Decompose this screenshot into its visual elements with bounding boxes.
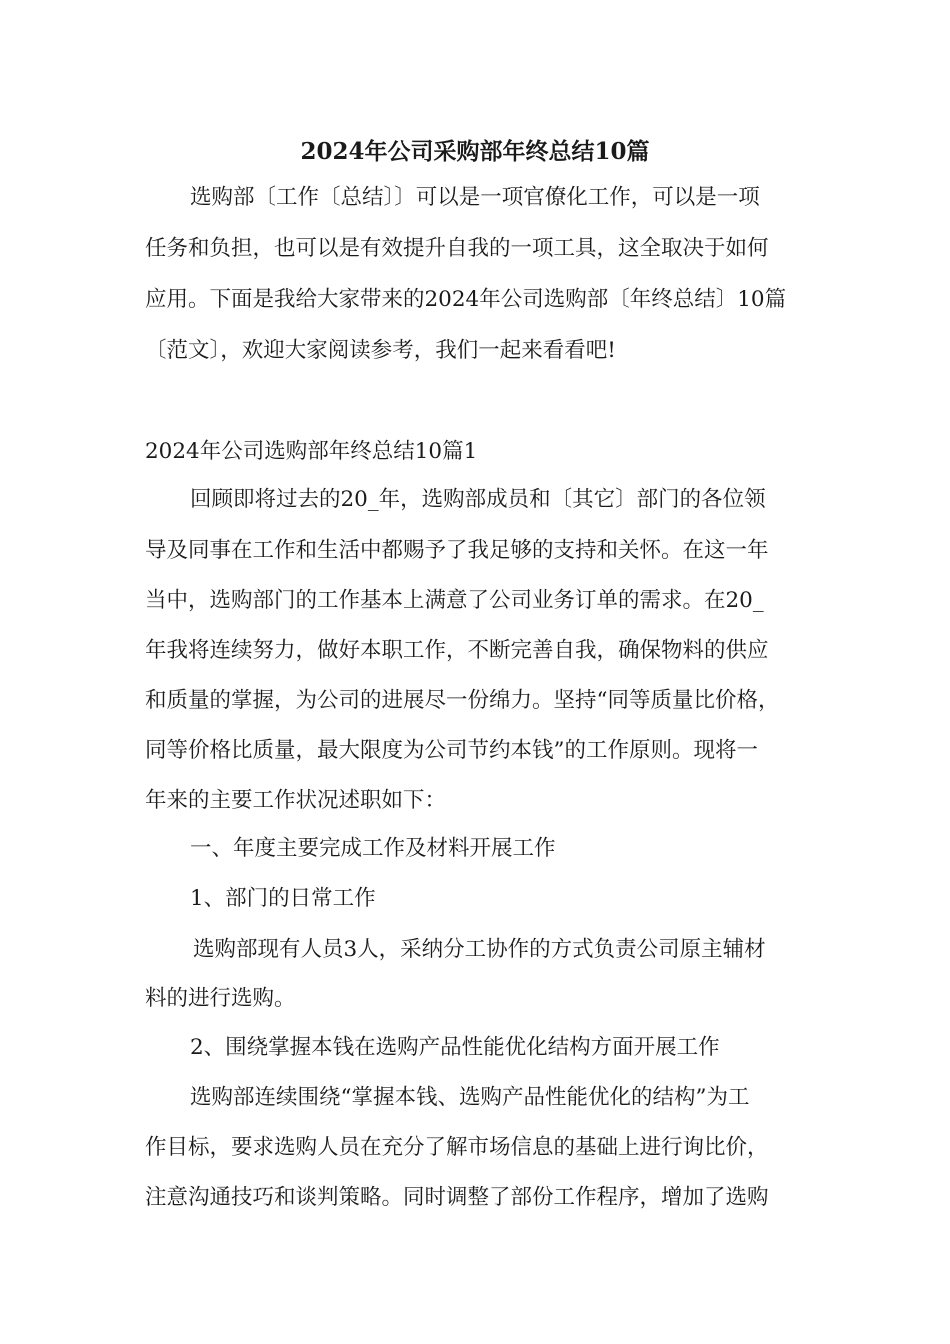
paragraph1-line-3: 当中，选购部门的工作基本上满意了公司业务订单的需求。在20_: [145, 588, 764, 613]
paragraph3-line-2: 作目标，要求选购人员在充分了解市场信息的基础上进行询比价，: [145, 1135, 769, 1160]
paragraph3-line-1: 选购部连续围绕“掌握本钱、选购产品性能优化的结构”为工: [190, 1085, 750, 1110]
paragraph1-line-5: 和质量的掌握，为公司的进展尽一份绵力。坚持“同等质量比价格，: [145, 688, 780, 713]
intro-line-1: 选购部〔工作〔总结〕〕可以是一项官僚化工作，可以是一项: [190, 185, 760, 210]
heading-2: 2、围绕掌握本钱在选购产品性能优化结构方面开展工作: [190, 1035, 720, 1060]
intro-line-4: 〔范文〕，欢迎大家阅读参考，我们一起来看看吧!: [145, 338, 616, 363]
intro-line-2: 任务和负担，也可以是有效提升自我的一项工具，这全取决于如何: [145, 236, 769, 261]
intro-line-3: 应用。下面是我给大家带来的2024年公司选购部〔年终总结〕10篇: [145, 287, 787, 312]
paragraph1-line-4: 年我将连续努力，做好本职工作，不断完善自我，确保物料的供应: [145, 638, 769, 663]
paragraph1-line-2: 导及同事在工作和生活中都赐予了我足够的支持和关怀。在这一年: [145, 538, 769, 563]
paragraph1-line-1: 回顾即将过去的20_年，选购部成员和〔其它〕部门的各位领: [190, 487, 766, 512]
section-heading: 2024年公司选购部年终总结10篇1: [145, 439, 478, 464]
heading-one: 一、年度主要完成工作及材料开展工作: [190, 836, 556, 861]
paragraph2-line-1: 选购部现有人员3人，采纳分工协作的方式负责公司原主辅材: [193, 937, 766, 962]
paragraph1-line-7: 年来的主要工作状况述职如下：: [145, 788, 447, 813]
paragraph2-line-2: 料的进行选购。: [145, 986, 296, 1011]
paragraph3-line-3: 注意沟通技巧和谈判策略。同时调整了部份工作程序，增加了选购: [145, 1185, 769, 1210]
document-title: 2024年公司采购部年终总结10篇: [300, 138, 650, 165]
heading-1: 1、部门的日常工作: [190, 886, 376, 911]
paragraph1-line-6: 同等价格比质量，最大限度为公司节约本钱”的工作原则。现将一: [145, 738, 758, 763]
